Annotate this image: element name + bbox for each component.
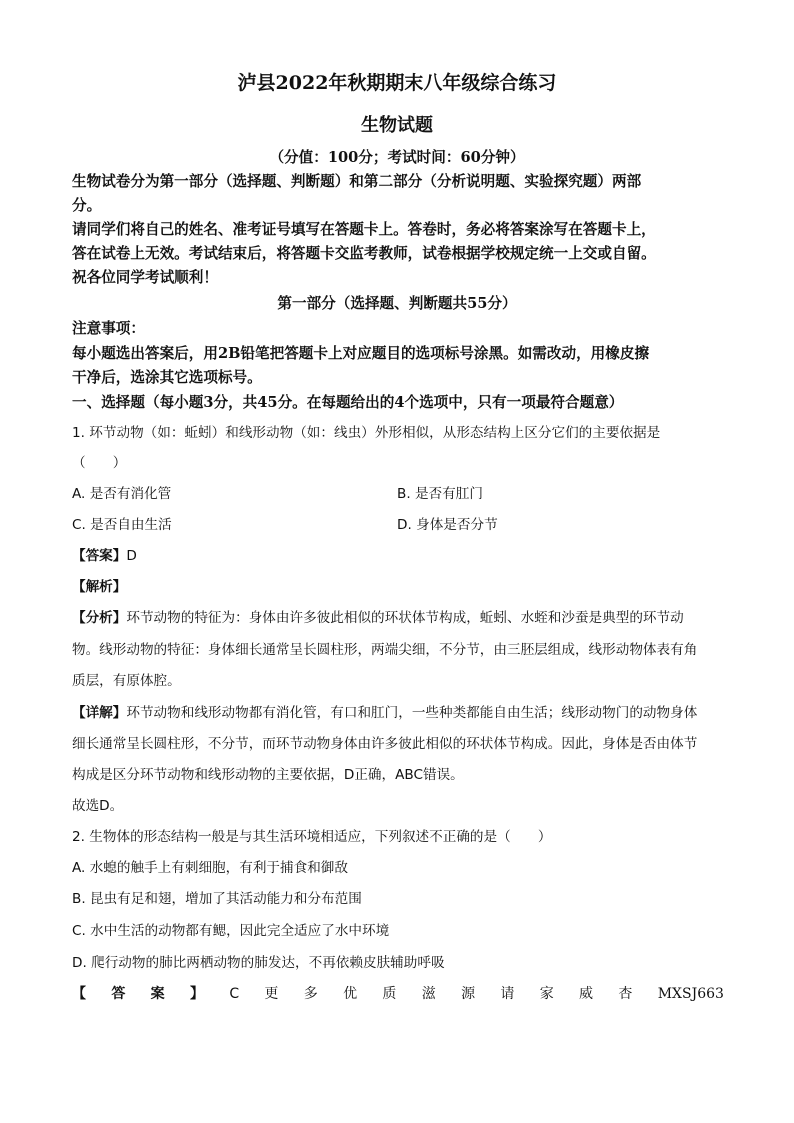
q1-option-c: C. 是否自由生活: [72, 517, 172, 533]
part1-heading: 第一部分（选择题、判断题共55分）: [277, 295, 517, 312]
q1-detail-line-2: 细长通常呈长圆柱形，不分节，而环节动物身体由许多彼此相似的环状体节构成。因此，身体是否由体节: [72, 736, 698, 752]
q1-stem: 1. 环节动物（如：蚯蚓）和线形动物（如：线虫）外形相似，从形态结构上区分它们的主要依据是: [72, 425, 661, 441]
footer-char: 威: [579, 986, 594, 1002]
q1-option-d: D. 身体是否分节: [397, 517, 498, 533]
footer-char: 多: [303, 986, 318, 1002]
q1-detail-line-1: [72, 703, 724, 723]
footer-char: 家: [539, 986, 554, 1002]
answer-char-1: 答: [111, 986, 126, 1002]
answer-bracket-open: 【: [72, 986, 86, 1002]
notice-line-1: 每小题选出答案后，用2B铅笔把答题卡上对应题目的选项标号涂黑。如需改动，用橡皮擦: [72, 345, 650, 362]
detail-tag: 【详解】: [72, 705, 127, 721]
intro-line-2: 分。: [72, 197, 102, 214]
q1-blank: （ ）: [72, 455, 127, 471]
q1-fenxi-line-3: 质层，有原体腔。: [72, 673, 181, 689]
subject-title: 生物试题: [361, 115, 433, 136]
answer-value: C: [229, 986, 240, 1002]
exam-title: 泸县2022年秋期期末八年级综合练习: [237, 72, 557, 94]
answer-value: D: [126, 548, 137, 564]
q2-answer-line: [72, 984, 724, 1004]
intro-line-4: 答在试卷上无效。考试结束后，将答题卡交监考教师，试卷根据学校规定统一上交或自留。: [72, 245, 656, 262]
intro-line-1: 生物试卷分为第一部分（选择题、判断题）和第二部分（分析说明题、实验探究题）两部: [72, 173, 642, 190]
footer-char: 滋: [421, 986, 436, 1002]
footer-code: MXSJ663: [657, 986, 724, 1002]
q2-stem: 2. 生物体的形态结构一般是与其生活环境相适应，下列叙述不正确的是（ ）: [72, 829, 552, 845]
fenxi-text-1: 环节动物的特征为：身体由许多彼此相似的环状体节构成，蚯蚓、水蛭和沙蚕是典型的环节动: [126, 610, 684, 626]
footer-char: 更: [264, 986, 279, 1002]
q2-option-d: D. 爬行动物的肺比两栖动物的肺发达，不再依赖皮肤辅助呼吸: [72, 955, 445, 971]
footer-char: 优: [343, 986, 358, 1002]
answer-bracket-close: 】: [189, 986, 204, 1002]
q2-option-c: C. 水中生活的动物都有鳃，因此完全适应了水中环境: [72, 923, 390, 939]
notice-line-2: 干净后，选涂其它选项标号。: [72, 369, 262, 386]
q1-answer: [72, 546, 724, 566]
score-info: （分值：100分；考试时间：60分钟）: [269, 149, 525, 166]
detail-text-1: 环节动物和线形动物都有消化管，有口和肛门，一些种类都能自由生活；线形动物门的动物身体: [126, 705, 698, 721]
footer-char: 质: [382, 986, 397, 1002]
q1-detail-line-3: 构成是区分环节动物和线形动物的主要依据，D正确，ABC错误。: [72, 767, 464, 783]
section-heading: 一、选择题（每小题3分，共45分。在每题给出的4个选项中，只有一项最符合题意）: [72, 394, 624, 411]
notice-label: 注意事项：: [72, 320, 145, 337]
fenxi-tag: 【分析】: [72, 610, 127, 626]
q1-fenxi-line-1: [72, 608, 724, 628]
q1-conclusion: 故选D。: [72, 798, 124, 814]
q1-option-a: A. 是否有消化管: [72, 486, 172, 502]
q1-fenxi-line-2: 物。线形动物的特征：身体细长通常呈长圆柱形，两端尖细，不分节，由三胚层组成，线形动物体表有角: [72, 642, 698, 658]
answer-tag: 【答案】: [72, 548, 127, 564]
q1-analysis-tag: 【解析】: [72, 579, 127, 595]
intro-line-5: 祝各位同学考试顺利！: [72, 269, 218, 286]
footer-char: 请: [500, 986, 515, 1002]
intro-line-3: 请同学们将自己的姓名、准考证号填写在答题卡上。答卷时，务必将答案涂写在答题卡上，: [72, 221, 656, 238]
q2-option-b: B. 昆虫有足和翅，增加了其活动能力和分布范围: [72, 891, 362, 907]
q2-option-a: A. 水螅的触手上有刺细胞，有利于捕食和御敌: [72, 860, 348, 876]
q1-option-b: B. 是否有肛门: [397, 486, 483, 502]
footer-char: 杏: [618, 986, 633, 1002]
footer-char: 源: [461, 986, 476, 1002]
answer-char-2: 案: [150, 986, 165, 1002]
